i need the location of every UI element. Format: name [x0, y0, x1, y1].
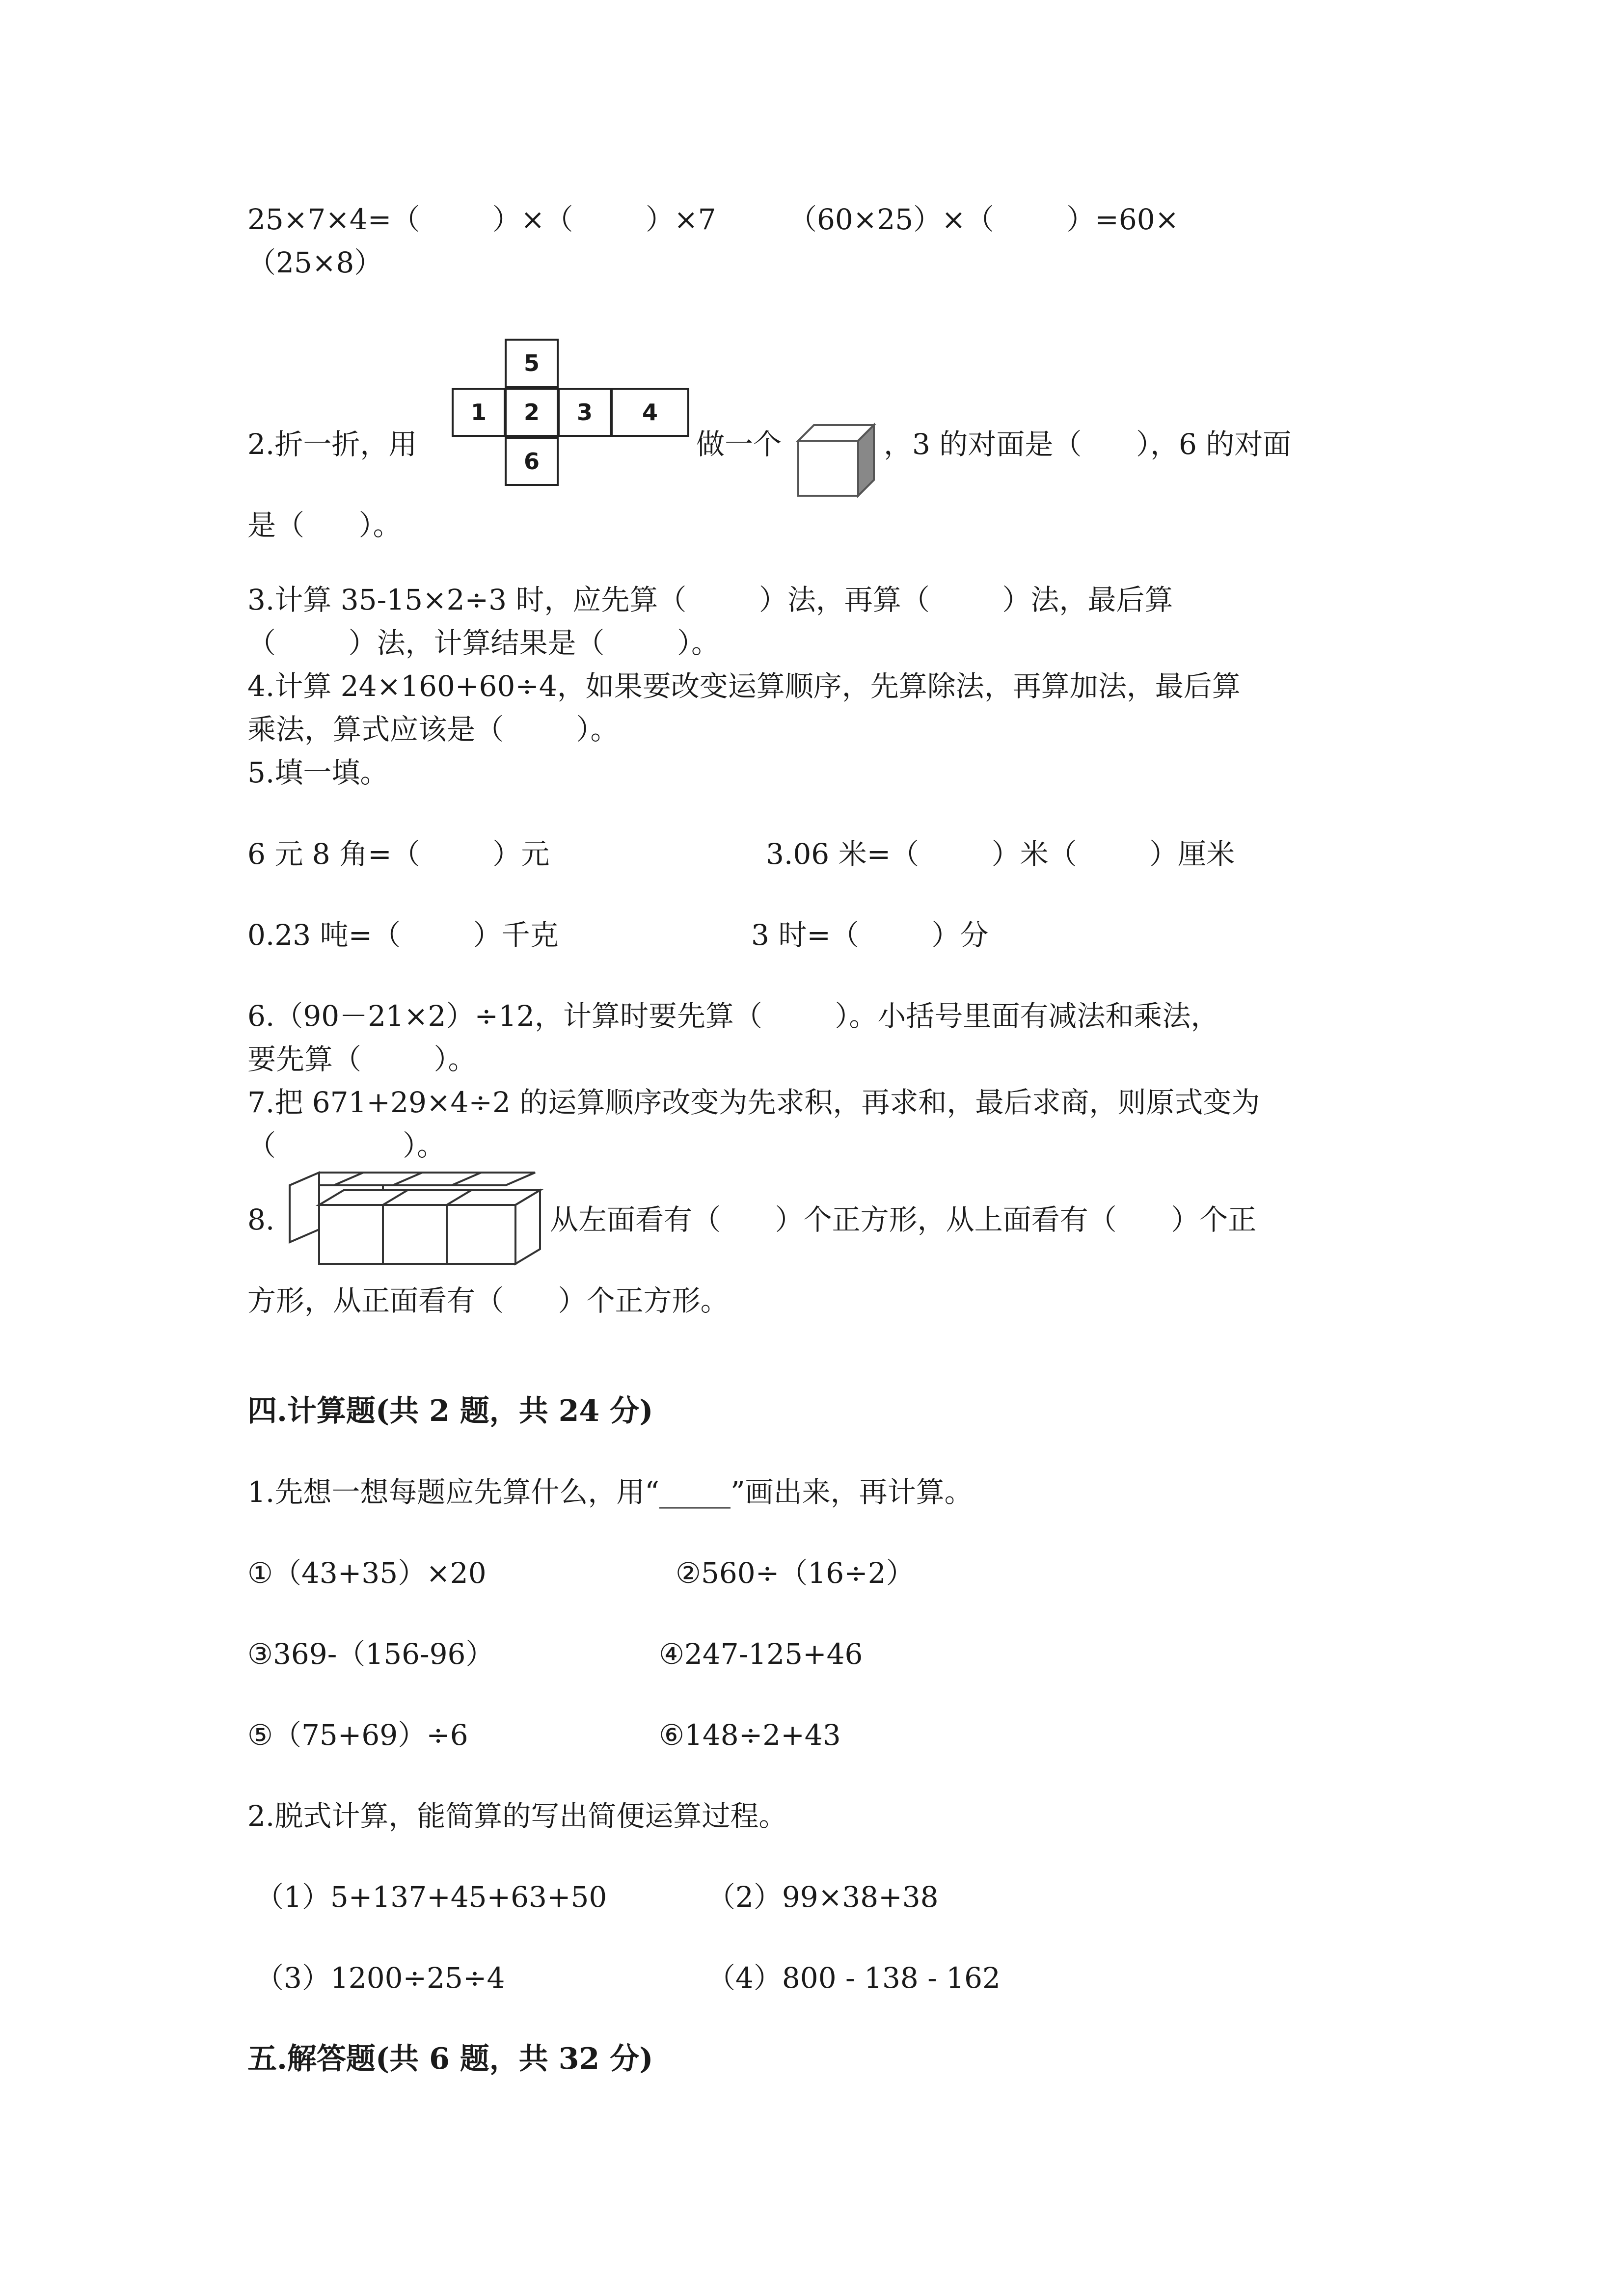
q2-mid: 做一个 — [696, 427, 782, 461]
q2-line2: 是（ ）。 — [247, 508, 402, 542]
net-cell-6: 6 — [505, 437, 559, 486]
s4-q1-item: ④247-125+46 — [659, 1637, 863, 1671]
q5-item-d: 3 时=（ ）分 — [751, 918, 989, 952]
s4-q2: 2.脱式计算，能简算的写出简便运算过程。 — [247, 1799, 787, 1833]
q6-line2: 要先算（ ）。 — [247, 1042, 477, 1076]
section-4-title: 四.计算题(共 2 题，共 24 分) — [247, 1394, 653, 1428]
net-cell-5: 5 — [505, 339, 559, 388]
q8-prefix: 8. — [247, 1203, 275, 1236]
section-5-title: 五.解答题(共 6 题，共 32 分) — [247, 2042, 653, 2076]
s4-q2-item: （1）5+137+45+63+50 — [255, 1880, 607, 1914]
q4-line1: 4.计算 24×160+60÷4，如果要改变运算顺序，先算除法，再算加法，最后算 — [247, 669, 1241, 703]
net-cell-3: 3 — [558, 388, 612, 437]
q3-line1: 3.计算 35-15×2÷3 时，应先算（ ）法，再算（ ）法，最后算 — [247, 583, 1173, 616]
q5-item-c: 0.23 吨=（ ）千克 — [247, 918, 559, 952]
net-cell-4: 4 — [611, 388, 689, 437]
q8-line1: 从左面看有（ ）个正方形，从上面看有（ ）个正 — [550, 1203, 1257, 1236]
cubes-stack-figure — [285, 1171, 550, 1279]
q6-line1: 6.（90－21×2）÷12，计算时要先算（ ）。小括号里面有减法和乘法， — [247, 999, 1219, 1033]
q7-line2: （ ）。 — [247, 1129, 446, 1162]
net-cell-1: 1 — [452, 388, 506, 437]
s4-q1-item: ②560÷（16÷2） — [676, 1556, 915, 1590]
q8-line2: 方形，从正面看有（ ）个正方形。 — [247, 1284, 729, 1317]
cube-icon — [795, 421, 884, 500]
q1-line1: 25×7×4=（ ）×（ ）×7 （60×25）×（ ）=60× — [247, 203, 1179, 236]
q2-prefix: 2.折一折，用 — [247, 427, 417, 461]
q5-title: 5.填一填。 — [247, 756, 389, 789]
s4-q1-item: ③369-（156-96） — [247, 1637, 494, 1671]
q5-item-a: 6 元 8 角=（ ）元 — [247, 837, 550, 871]
s4-q2-item: （4）800 - 138 - 162 — [707, 1961, 1001, 1995]
s4-q1-item: ⑤（75+69）÷6 — [247, 1718, 468, 1752]
q3-line2: （ ）法，计算结果是（ ）。 — [247, 626, 720, 660]
s4-q2-item: （3）1200÷25÷4 — [255, 1961, 505, 1995]
q1-line2: （25×8） — [247, 246, 383, 279]
q5-item-b: 3.06 米=（ ）米（ ）厘米 — [766, 837, 1235, 871]
s4-q1-item: ①（43+35）×20 — [247, 1556, 487, 1590]
q4-line2: 乘法，算式应该是（ ）。 — [247, 713, 619, 746]
s4-q1-item: ⑥148÷2+43 — [659, 1718, 841, 1752]
net-cell-2: 2 — [505, 388, 559, 437]
q2-suffix: ，3 的对面是（ ），6 的对面 — [884, 427, 1292, 461]
s4-q2-item: （2）99×38+38 — [707, 1880, 939, 1914]
q7-line1: 7.把 671+29×4÷2 的运算顺序改变为先求积，再求和，最后求商，则原式变为 — [247, 1086, 1260, 1119]
s4-q1: 1.先想一想每题应先算什么，用“_____”画出来，再计算。 — [247, 1475, 973, 1509]
